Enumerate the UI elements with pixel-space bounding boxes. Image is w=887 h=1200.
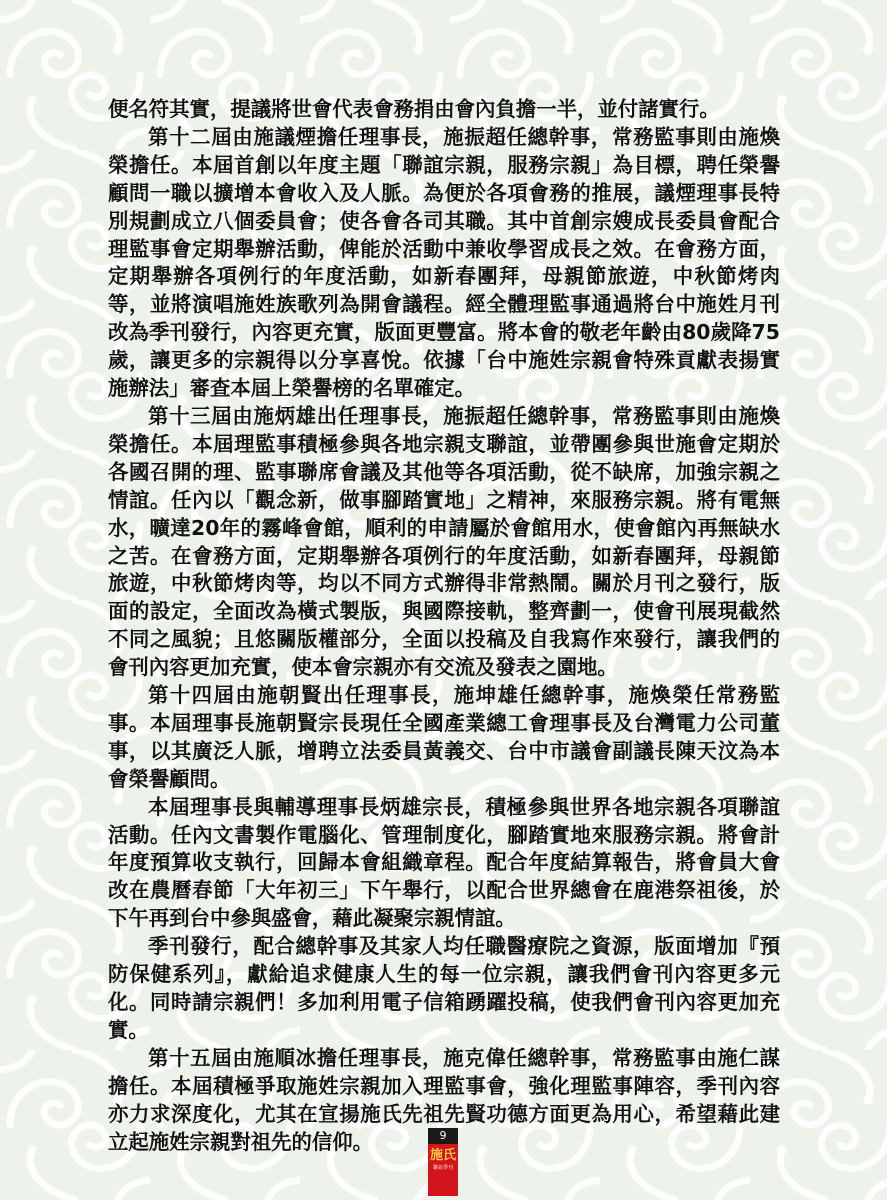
publication-logo (428, 1144, 458, 1196)
paragraph: 第十三屆由施炳雄出任理事長，施振超任總幹事，常務監事則由施煥榮擔任。本屆理監事積極參與各地宗親支聯誼，並帶團參與世施會定期於各國召開的理、監事聯席會議及其他等各項活動，從不缺席，加強宗親之情誼。任內以「觀念新，做事腳踏實地」之精神，來服務宗親。將有電無水，曠達20年的霧峰會館，順利的申請屬於會館用水，使會館內再無缺水之苦。在會務方面，定期舉辦各項例行的年度活動，如新春團拜，母親節旅遊，中秋節烤肉等，均以不同方式辦得非常熱鬧。關於月刊之發行，版面的設定，全面改為橫式製版，與國際接軌，整齊劃一，使會刊展現截然不同之風貌；且悠關版權部分，全面以投稿及自我寫作來發行，讓我們的會刊內容更加充實，使本會宗親亦有交流及發表之園地。 (108, 403, 780, 680)
paragraph: 季刊發行，配合總幹事及其家人均任職醫療院之資源，版面增加『預防保健系列』，獻給追求健康人生的每一位宗親，讓我們會刊內容更多元化。同時請宗親們！多加利用電子信箱踴躍投稿，使我們會刊內容更加充實。 (108, 934, 780, 1042)
paragraph: 便名符其實，提議將世會代表會務捐由會內負擔一半，並付諸實行。 (108, 97, 720, 121)
article-body (108, 96, 780, 1156)
page-number: 9 (428, 1128, 458, 1144)
paragraph: 第十二屆由施議煙擔任理事長，施振超任總幹事，常務監事則由施煥榮擔任。本屆首創以年度主題「聯誼宗親，服務宗親」為目標，聘任榮譽顧問一職以擴增本會收入及人脈。為便於各項會務的推展，議煙理事長特別規劃成立八個委員會；使各會各司其職。其中首創宗嫂成長委員會配合理監事會定期舉辦活動，俾能於活動中兼收學習成長之效。在會務方面，定期舉辦各項例行的年度活動，如新春團拜，母親節旅遊，中秋節烤肉等，並將演唱施姓族歌列為開會議程。經全體理監事通過將台中施姓月刊改為季刊發行，內容更充實，版面更豐富。將本會的敬老年齡由80歲降75歲，讓更多的宗親得以分享喜悅。依據「台中施姓宗親會特殊貢獻表揚實施辦法」審查本屆上榮譽榜的名單確定。 (108, 124, 780, 401)
logo-title: 施氏 (429, 1148, 456, 1163)
logo-subtitle: 聯誼季刊 (432, 1165, 453, 1171)
paragraph: 本屆理事長與輔導理事長炳雄宗長，積極參與世界各地宗親各項聯誼活動。任內文書製作電腦化、管理制度化，腳踏實地來服務宗親。將會計年度預算收支執行，回歸本會組織章程。配合年度結算報告，將會員大會改在農曆春節「大年初三」下午舉行，以配合世界總會在鹿港祭祖後，於下午再到台中參與盛會，藉此凝聚宗親情誼。 (108, 794, 780, 931)
paragraph: 第十四屆由施朝賢出任理事長，施坤雄任總幹事，施煥榮任常務監事。本屆理事長施朝賢宗長現任全國產業總工會理事長及台灣電力公司董事，以其廣泛人脈，增聘立法委員黃義交、台中市議會副議長陳天汶為本會榮譽顧問。 (108, 683, 780, 791)
paragraph: 第十五屆由施順冰擔任理事長，施克偉任總幹事，常務監事由施仁謀擔任。本屆積極爭取施姓宗親加入理監事會，強化理監事陣容，季刊內容亦力求深度化，尤其在宣揚施氏先祖先賢功德方面更為用心，希望藉此建立起施姓宗親對祖先的信仰。 (108, 1045, 780, 1154)
